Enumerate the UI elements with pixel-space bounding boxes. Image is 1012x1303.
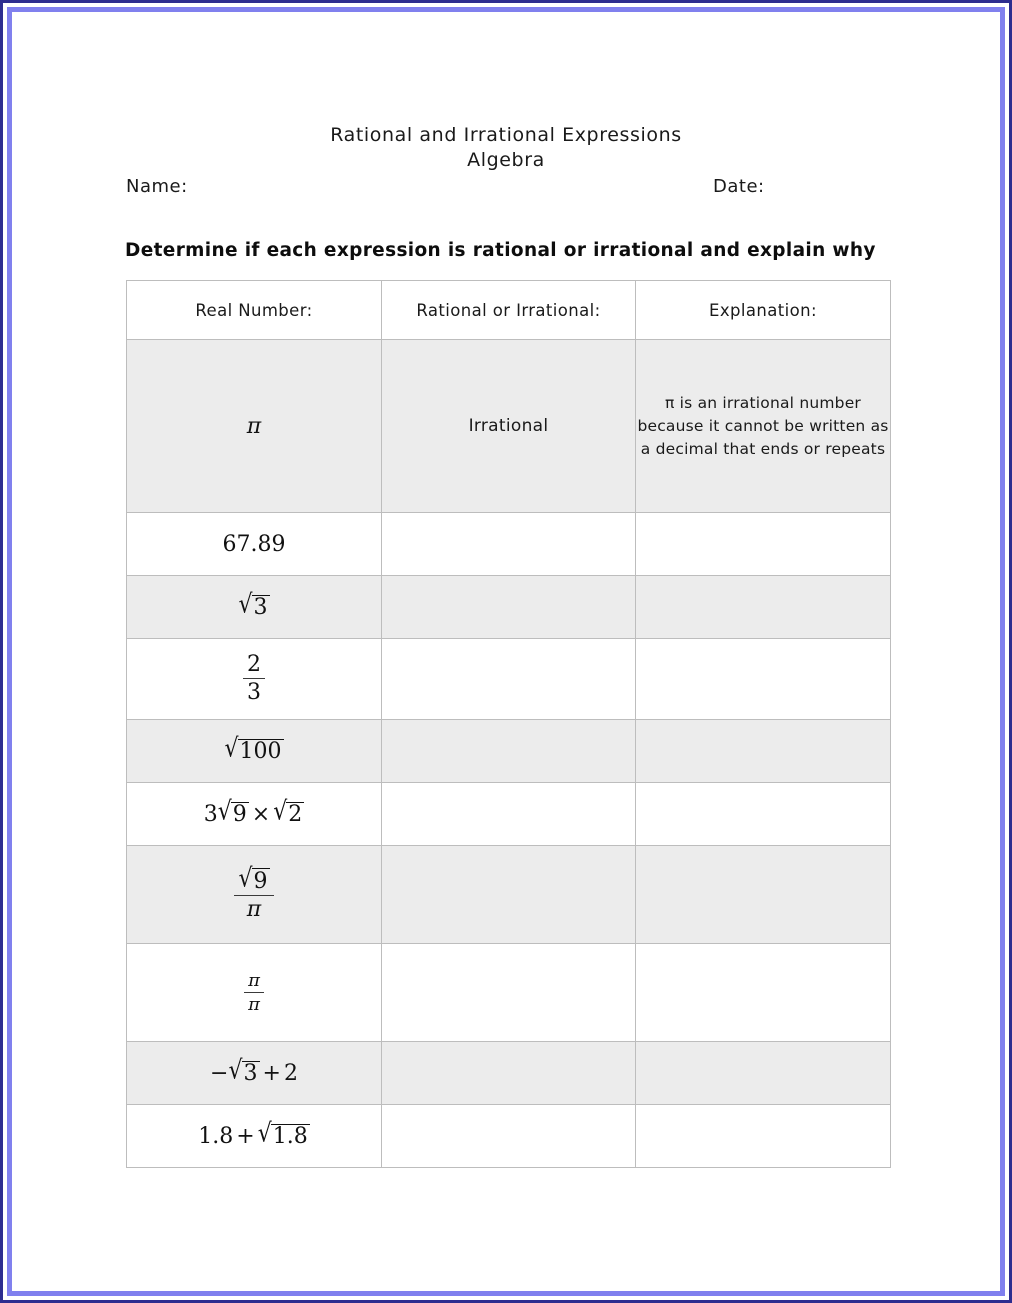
surd-glyph: √ xyxy=(217,796,232,827)
expression-cell xyxy=(127,720,382,783)
table-header-row xyxy=(127,281,891,340)
column-header-real-number: Real Number: xyxy=(127,281,382,340)
expression-sqrt xyxy=(224,733,283,764)
table-row xyxy=(127,1042,891,1105)
expression-fraction-sqrt-over-pi xyxy=(234,863,273,922)
fraction-numerator: 2 xyxy=(247,652,261,678)
answer-cell[interactable] xyxy=(382,513,636,576)
answer-cell[interactable] xyxy=(382,576,636,639)
fraction xyxy=(244,971,264,1014)
answer-cell[interactable] xyxy=(382,720,636,783)
table-row xyxy=(127,720,891,783)
explanation-cell[interactable] xyxy=(636,340,891,513)
expression-cell xyxy=(127,783,382,846)
plus-operator: + xyxy=(236,1123,255,1149)
expression-fraction-pi-over-pi xyxy=(244,971,264,1014)
worksheet-table xyxy=(126,280,891,1168)
worksheet-sheet xyxy=(15,15,997,1288)
fraction-numerator xyxy=(234,863,273,895)
table-row xyxy=(127,513,891,576)
expression-num-plus-sqrt xyxy=(198,1118,309,1149)
page-subtitle: Algebra xyxy=(467,149,545,171)
explanation-line-3: written as a decimal that xyxy=(640,416,889,458)
table-row xyxy=(127,846,891,944)
fraction-denominator: 3 xyxy=(243,678,265,705)
fraction-denominator: π xyxy=(234,895,273,922)
plus-operator: + xyxy=(262,1060,281,1086)
radical-icon xyxy=(217,796,249,827)
radicand-value: 3 xyxy=(253,594,268,620)
explanation-cell[interactable] xyxy=(636,576,891,639)
radicand-value: 100 xyxy=(239,738,282,764)
expression-cell xyxy=(127,639,382,720)
surd-glyph: √ xyxy=(224,733,239,764)
fraction xyxy=(234,863,273,922)
surd-glyph: √ xyxy=(238,863,253,894)
name-date-row xyxy=(15,176,997,204)
radical-icon xyxy=(224,733,283,764)
expression-cell xyxy=(127,1105,382,1168)
radicand-value: 9 xyxy=(253,868,268,894)
expression-sqrt xyxy=(238,589,269,620)
worksheet-header xyxy=(15,123,997,173)
column-header-rational-or-irrational: Rational or Irrational: xyxy=(382,281,636,340)
radical-icon xyxy=(228,1055,259,1086)
answer-cell[interactable] xyxy=(382,944,636,1042)
surd-glyph: √ xyxy=(273,796,288,827)
expression-neg-sqrt-plus xyxy=(210,1055,298,1086)
date-label: Date: xyxy=(713,176,765,197)
explanation-cell[interactable] xyxy=(636,783,891,846)
addend-value: 2 xyxy=(283,1060,298,1086)
expression-decimal: 67.89 xyxy=(222,531,286,557)
radicand-value: 9 xyxy=(232,801,247,827)
table-row xyxy=(127,340,891,513)
table-row xyxy=(127,783,891,846)
answer-cell[interactable] xyxy=(382,639,636,720)
explanation-line-4: ends or repeats xyxy=(760,439,886,458)
minus-sign: − xyxy=(210,1060,229,1086)
name-label: Name: xyxy=(126,176,188,197)
times-operator: × xyxy=(251,801,271,827)
column-header-explanation: Explanation: xyxy=(636,281,891,340)
explanation-cell[interactable] xyxy=(636,1042,891,1105)
surd-glyph: √ xyxy=(228,1055,243,1086)
fraction xyxy=(243,653,265,705)
expression-cell xyxy=(127,846,382,944)
explanation-cell[interactable] xyxy=(636,944,891,1042)
fraction-numerator: π xyxy=(248,970,260,992)
radical-icon xyxy=(238,589,269,620)
answer-cell[interactable] xyxy=(382,783,636,846)
leading-value: 1.8 xyxy=(198,1123,234,1149)
surd-glyph: √ xyxy=(257,1118,272,1149)
answer-cell[interactable] xyxy=(382,1105,636,1168)
explanation-cell[interactable] xyxy=(636,639,891,720)
table-row xyxy=(127,639,891,720)
explanation-line-1: is an irrational number xyxy=(679,393,862,412)
expression-sqrt-product xyxy=(203,796,305,827)
coefficient-value: 3 xyxy=(203,801,218,827)
answer-cell[interactable] xyxy=(382,1042,636,1105)
explanation-cell[interactable] xyxy=(636,720,891,783)
page-title: Rational and Irrational Expressions xyxy=(330,124,682,146)
expression-pi: π xyxy=(246,413,262,439)
radical-icon xyxy=(273,796,304,827)
expression-cell xyxy=(127,944,382,1042)
expression-fraction xyxy=(243,653,265,705)
radical-icon xyxy=(238,863,269,894)
radicand-value: 2 xyxy=(288,801,303,827)
radicand-value: 3 xyxy=(243,1060,258,1086)
radicand-value: 1.8 xyxy=(272,1123,308,1149)
expression-cell xyxy=(127,576,382,639)
expression-cell xyxy=(127,340,382,513)
instruction-text: Determine if each expression is rational or irrational and explain why xyxy=(125,240,876,261)
fraction-denominator: π xyxy=(244,992,264,1014)
radical-icon xyxy=(257,1118,310,1149)
answer-cell[interactable] xyxy=(382,340,636,513)
answer-value: Irrational xyxy=(468,416,549,436)
explanation-line-2: because it cannot be xyxy=(637,416,805,435)
table-row xyxy=(127,944,891,1042)
expression-cell xyxy=(127,1042,382,1105)
explanation-pi-symbol: π xyxy=(664,393,675,412)
answer-cell[interactable] xyxy=(382,846,636,944)
explanation-cell[interactable] xyxy=(636,846,891,944)
expression-cell xyxy=(127,513,382,576)
table-row xyxy=(127,1105,891,1168)
table-row xyxy=(127,576,891,639)
explanation-cell[interactable] xyxy=(636,1105,891,1168)
surd-glyph: √ xyxy=(238,589,253,620)
explanation-cell[interactable] xyxy=(636,513,891,576)
